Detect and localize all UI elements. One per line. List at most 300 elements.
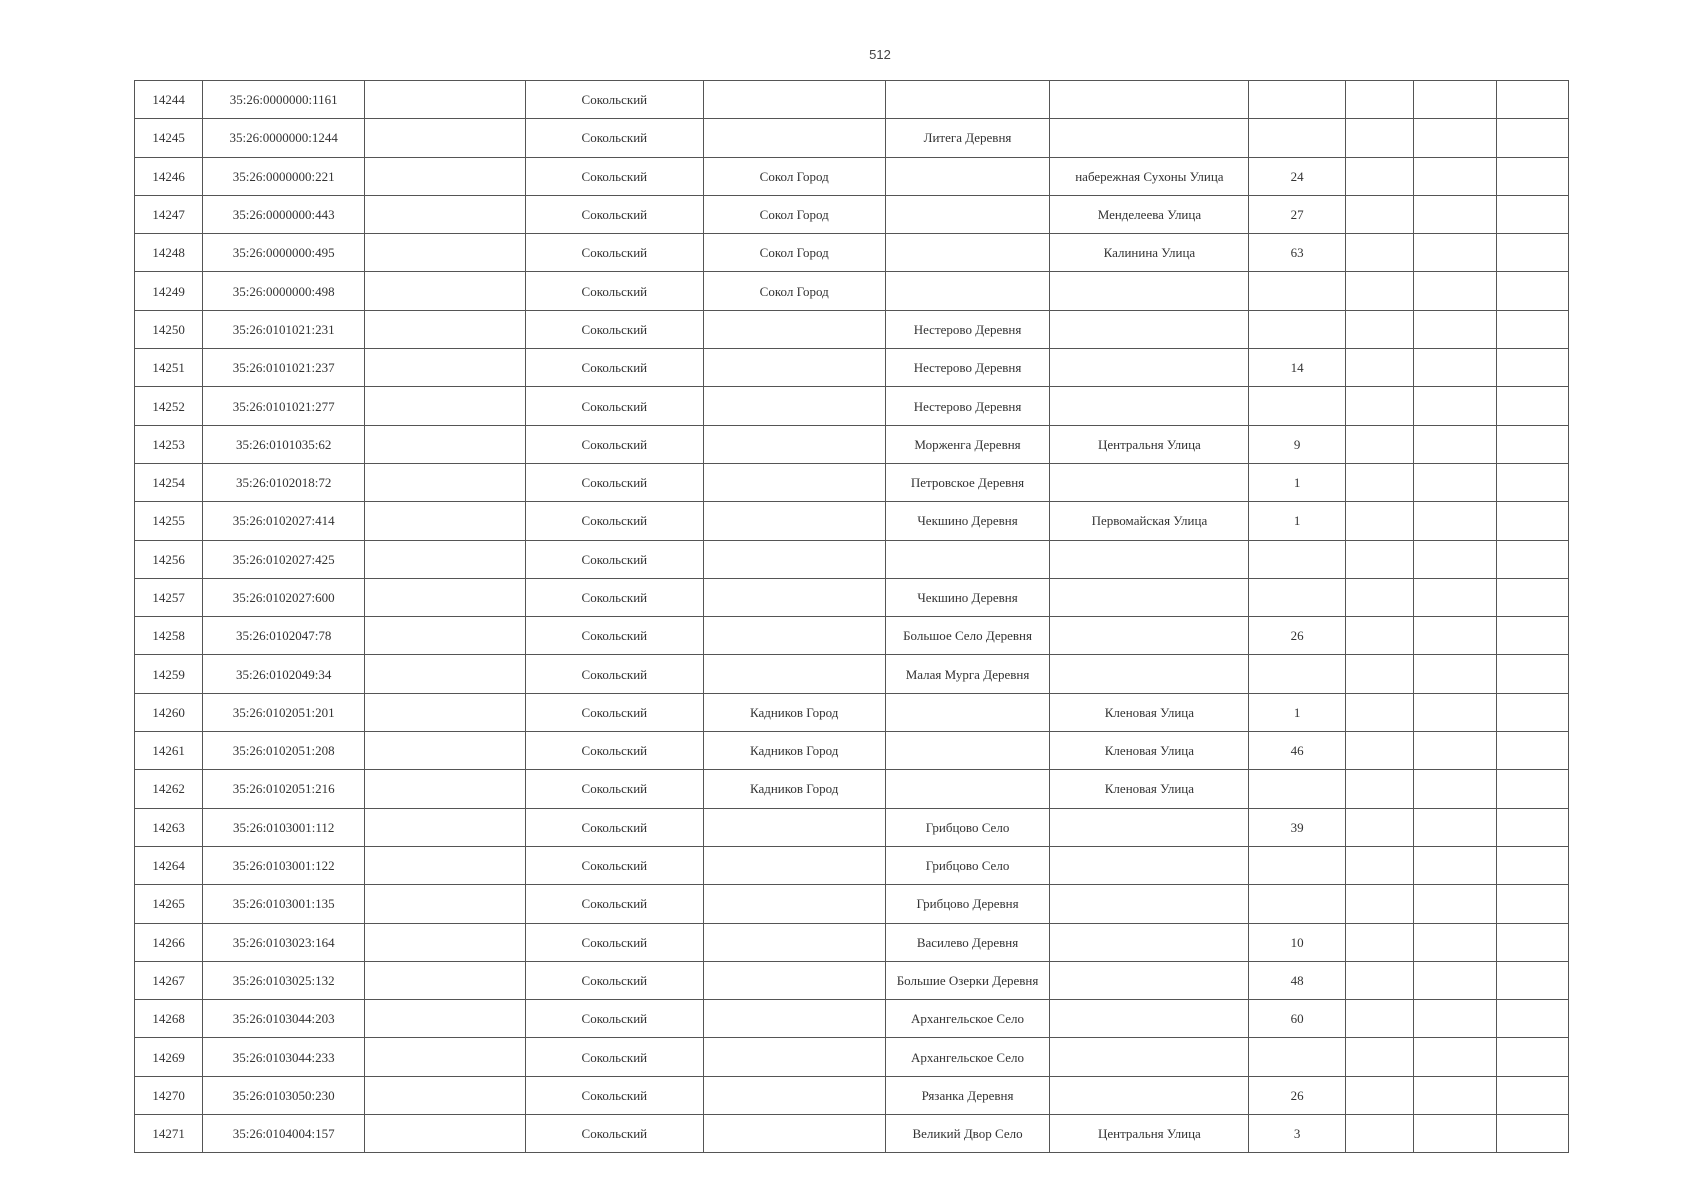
table-row <box>135 234 1569 272</box>
street-cell <box>1050 885 1249 923</box>
settlement-cell: Нестерово Деревня <box>885 387 1050 425</box>
record-number-cell: 14254 <box>135 463 203 501</box>
house-number-cell: 26 <box>1249 617 1345 655</box>
cadastral-number-cell: 35:26:0104004:157 <box>203 1115 365 1153</box>
district-cell: Сокольский <box>525 463 703 501</box>
district-cell: Сокольский <box>525 808 703 846</box>
house-number-cell <box>1249 119 1345 157</box>
street-cell <box>1050 1000 1249 1038</box>
blank-cell-10 <box>1414 770 1496 808</box>
street-cell: Менделеева Улица <box>1050 195 1249 233</box>
blank-cell-3 <box>365 1076 526 1114</box>
blank-cell-3 <box>365 923 526 961</box>
settlement-cell <box>885 234 1050 272</box>
table-row <box>135 81 1569 119</box>
house-number-cell: 48 <box>1249 961 1345 999</box>
record-number-cell: 14267 <box>135 961 203 999</box>
cadastral-number-cell: 35:26:0103044:233 <box>203 1038 365 1076</box>
settlement-cell <box>885 540 1050 578</box>
blank-cell-11 <box>1496 310 1568 348</box>
cadastral-number-cell: 35:26:0103001:112 <box>203 808 365 846</box>
blank-cell-11 <box>1496 808 1568 846</box>
table-row <box>135 272 1569 310</box>
city-cell <box>703 463 885 501</box>
cadastral-number-cell: 35:26:0102051:216 <box>203 770 365 808</box>
blank-cell-9 <box>1345 234 1413 272</box>
district-cell: Сокольский <box>525 195 703 233</box>
table-row <box>135 885 1569 923</box>
house-number-cell <box>1249 1038 1345 1076</box>
registry-body <box>135 81 1569 1153</box>
district-cell: Сокольский <box>525 923 703 961</box>
city-cell <box>703 846 885 884</box>
settlement-cell: Большие Озерки Деревня <box>885 961 1050 999</box>
blank-cell-10 <box>1414 578 1496 616</box>
settlement-cell <box>885 272 1050 310</box>
table-row <box>135 425 1569 463</box>
settlement-cell: Архангельское Село <box>885 1038 1050 1076</box>
table-row <box>135 195 1569 233</box>
page-number: 512 <box>869 47 891 62</box>
house-number-cell: 60 <box>1249 1000 1345 1038</box>
blank-cell-11 <box>1496 617 1568 655</box>
blank-cell-3 <box>365 119 526 157</box>
blank-cell-11 <box>1496 463 1568 501</box>
table-row <box>135 961 1569 999</box>
blank-cell-9 <box>1345 732 1413 770</box>
table-row <box>135 1115 1569 1153</box>
blank-cell-3 <box>365 693 526 731</box>
table-row <box>135 349 1569 387</box>
blank-cell-11 <box>1496 770 1568 808</box>
blank-cell-10 <box>1414 1000 1496 1038</box>
blank-cell-11 <box>1496 81 1568 119</box>
record-number-cell: 14245 <box>135 119 203 157</box>
table-row <box>135 157 1569 195</box>
registry-table <box>134 80 1569 1153</box>
blank-cell-10 <box>1414 81 1496 119</box>
settlement-cell: Большое Село Деревня <box>885 617 1050 655</box>
settlement-cell: Чекшино Деревня <box>885 502 1050 540</box>
record-number-cell: 14265 <box>135 885 203 923</box>
settlement-cell <box>885 732 1050 770</box>
cadastral-number-cell: 35:26:0103023:164 <box>203 923 365 961</box>
blank-cell-10 <box>1414 310 1496 348</box>
district-cell: Сокольский <box>525 157 703 195</box>
blank-cell-10 <box>1414 195 1496 233</box>
house-number-cell: 1 <box>1249 693 1345 731</box>
cadastral-number-cell: 35:26:0000000:1244 <box>203 119 365 157</box>
city-cell <box>703 425 885 463</box>
blank-cell-9 <box>1345 387 1413 425</box>
blank-cell-11 <box>1496 655 1568 693</box>
record-number-cell: 14263 <box>135 808 203 846</box>
record-number-cell: 14264 <box>135 846 203 884</box>
district-cell: Сокольский <box>525 349 703 387</box>
street-cell <box>1050 387 1249 425</box>
blank-cell-9 <box>1345 1000 1413 1038</box>
cadastral-number-cell: 35:26:0000000:495 <box>203 234 365 272</box>
blank-cell-10 <box>1414 234 1496 272</box>
record-number-cell: 14247 <box>135 195 203 233</box>
record-number-cell: 14255 <box>135 502 203 540</box>
settlement-cell: Морженга Деревня <box>885 425 1050 463</box>
city-cell <box>703 808 885 846</box>
house-number-cell: 1 <box>1249 502 1345 540</box>
settlement-cell: Великий Двор Село <box>885 1115 1050 1153</box>
street-cell <box>1050 961 1249 999</box>
district-cell: Сокольский <box>525 655 703 693</box>
blank-cell-10 <box>1414 1115 1496 1153</box>
city-cell <box>703 1076 885 1114</box>
record-number-cell: 14252 <box>135 387 203 425</box>
street-cell <box>1050 349 1249 387</box>
blank-cell-9 <box>1345 272 1413 310</box>
blank-cell-3 <box>365 272 526 310</box>
blank-cell-3 <box>365 1000 526 1038</box>
blank-cell-10 <box>1414 540 1496 578</box>
house-number-cell: 10 <box>1249 923 1345 961</box>
record-number-cell: 14271 <box>135 1115 203 1153</box>
blank-cell-3 <box>365 234 526 272</box>
cadastral-number-cell: 35:26:0102049:34 <box>203 655 365 693</box>
cadastral-number-cell: 35:26:0102027:600 <box>203 578 365 616</box>
table-row <box>135 310 1569 348</box>
house-number-cell: 27 <box>1249 195 1345 233</box>
table-row <box>135 502 1569 540</box>
blank-cell-3 <box>365 770 526 808</box>
blank-cell-9 <box>1345 463 1413 501</box>
blank-cell-10 <box>1414 846 1496 884</box>
record-number-cell: 14261 <box>135 732 203 770</box>
settlement-cell: Литега Деревня <box>885 119 1050 157</box>
settlement-cell <box>885 693 1050 731</box>
cadastral-number-cell: 35:26:0102018:72 <box>203 463 365 501</box>
street-cell <box>1050 617 1249 655</box>
table-row <box>135 808 1569 846</box>
table-row <box>135 655 1569 693</box>
district-cell: Сокольский <box>525 1076 703 1114</box>
blank-cell-11 <box>1496 1038 1568 1076</box>
blank-cell-11 <box>1496 961 1568 999</box>
cadastral-number-cell: 35:26:0000000:221 <box>203 157 365 195</box>
blank-cell-11 <box>1496 578 1568 616</box>
blank-cell-10 <box>1414 157 1496 195</box>
city-cell <box>703 1000 885 1038</box>
settlement-cell <box>885 81 1050 119</box>
settlement-cell <box>885 157 1050 195</box>
street-cell: Первомайская Улица <box>1050 502 1249 540</box>
district-cell: Сокольский <box>525 1038 703 1076</box>
settlement-cell: Малая Мурга Деревня <box>885 655 1050 693</box>
blank-cell-9 <box>1345 349 1413 387</box>
district-cell: Сокольский <box>525 425 703 463</box>
blank-cell-3 <box>365 81 526 119</box>
cadastral-number-cell: 35:26:0000000:498 <box>203 272 365 310</box>
district-cell: Сокольский <box>525 310 703 348</box>
district-cell: Сокольский <box>525 1115 703 1153</box>
blank-cell-9 <box>1345 885 1413 923</box>
blank-cell-3 <box>365 655 526 693</box>
table-row <box>135 732 1569 770</box>
settlement-cell: Грибцово Деревня <box>885 885 1050 923</box>
record-number-cell: 14269 <box>135 1038 203 1076</box>
house-number-cell <box>1249 81 1345 119</box>
city-cell <box>703 923 885 961</box>
house-number-cell <box>1249 885 1345 923</box>
table-row <box>135 693 1569 731</box>
blank-cell-10 <box>1414 272 1496 310</box>
table-row <box>135 387 1569 425</box>
house-number-cell <box>1249 770 1345 808</box>
record-number-cell: 14258 <box>135 617 203 655</box>
house-number-cell: 26 <box>1249 1076 1345 1114</box>
settlement-cell: Грибцово Село <box>885 846 1050 884</box>
blank-cell-9 <box>1345 81 1413 119</box>
city-cell: Кадников Город <box>703 732 885 770</box>
settlement-cell: Рязанка Деревня <box>885 1076 1050 1114</box>
blank-cell-3 <box>365 961 526 999</box>
table-row <box>135 923 1569 961</box>
blank-cell-11 <box>1496 693 1568 731</box>
blank-cell-3 <box>365 885 526 923</box>
blank-cell-10 <box>1414 349 1496 387</box>
house-number-cell <box>1249 846 1345 884</box>
blank-cell-9 <box>1345 1076 1413 1114</box>
city-cell <box>703 655 885 693</box>
street-cell <box>1050 923 1249 961</box>
blank-cell-10 <box>1414 1038 1496 1076</box>
cadastral-number-cell: 35:26:0102027:425 <box>203 540 365 578</box>
city-cell <box>703 119 885 157</box>
table-row <box>135 119 1569 157</box>
city-cell: Сокол Город <box>703 157 885 195</box>
city-cell <box>703 1115 885 1153</box>
house-number-cell: 3 <box>1249 1115 1345 1153</box>
record-number-cell: 14244 <box>135 81 203 119</box>
record-number-cell: 14253 <box>135 425 203 463</box>
record-number-cell: 14259 <box>135 655 203 693</box>
blank-cell-3 <box>365 310 526 348</box>
district-cell: Сокольский <box>525 272 703 310</box>
district-cell: Сокольский <box>525 1000 703 1038</box>
city-cell <box>703 617 885 655</box>
street-cell <box>1050 846 1249 884</box>
cadastral-number-cell: 35:26:0101021:231 <box>203 310 365 348</box>
blank-cell-3 <box>365 1038 526 1076</box>
street-cell: Кленовая Улица <box>1050 770 1249 808</box>
city-cell <box>703 961 885 999</box>
cadastral-number-cell: 35:26:0101035:62 <box>203 425 365 463</box>
city-cell <box>703 885 885 923</box>
city-cell: Кадников Город <box>703 770 885 808</box>
record-number-cell: 14266 <box>135 923 203 961</box>
house-number-cell <box>1249 272 1345 310</box>
district-cell: Сокольский <box>525 846 703 884</box>
blank-cell-11 <box>1496 732 1568 770</box>
table-row <box>135 463 1569 501</box>
city-cell: Сокол Город <box>703 272 885 310</box>
city-cell <box>703 1038 885 1076</box>
blank-cell-11 <box>1496 885 1568 923</box>
house-number-cell: 63 <box>1249 234 1345 272</box>
street-cell: Кленовая Улица <box>1050 732 1249 770</box>
house-number-cell: 46 <box>1249 732 1345 770</box>
record-number-cell: 14257 <box>135 578 203 616</box>
street-cell <box>1050 1076 1249 1114</box>
record-number-cell: 14270 <box>135 1076 203 1114</box>
street-cell <box>1050 272 1249 310</box>
table-row <box>135 540 1569 578</box>
settlement-cell: Нестерово Деревня <box>885 310 1050 348</box>
blank-cell-10 <box>1414 808 1496 846</box>
table-row <box>135 578 1569 616</box>
city-cell <box>703 502 885 540</box>
city-cell <box>703 540 885 578</box>
house-number-cell <box>1249 387 1345 425</box>
cadastral-number-cell: 35:26:0103001:122 <box>203 846 365 884</box>
blank-cell-9 <box>1345 502 1413 540</box>
record-number-cell: 14248 <box>135 234 203 272</box>
blank-cell-9 <box>1345 578 1413 616</box>
district-cell: Сокольский <box>525 961 703 999</box>
district-cell: Сокольский <box>525 578 703 616</box>
street-cell <box>1050 540 1249 578</box>
table-row <box>135 617 1569 655</box>
street-cell <box>1050 81 1249 119</box>
house-number-cell: 39 <box>1249 808 1345 846</box>
cadastral-number-cell: 35:26:0101021:277 <box>203 387 365 425</box>
record-number-cell: 14249 <box>135 272 203 310</box>
blank-cell-11 <box>1496 195 1568 233</box>
house-number-cell: 14 <box>1249 349 1345 387</box>
blank-cell-9 <box>1345 961 1413 999</box>
district-cell: Сокольский <box>525 502 703 540</box>
table-row <box>135 1000 1569 1038</box>
blank-cell-9 <box>1345 846 1413 884</box>
street-cell: Центральня Улица <box>1050 1115 1249 1153</box>
city-cell <box>703 310 885 348</box>
district-cell: Сокольский <box>525 732 703 770</box>
city-cell: Кадников Город <box>703 693 885 731</box>
blank-cell-11 <box>1496 923 1568 961</box>
record-number-cell: 14246 <box>135 157 203 195</box>
blank-cell-3 <box>365 578 526 616</box>
blank-cell-3 <box>365 502 526 540</box>
blank-cell-11 <box>1496 157 1568 195</box>
street-cell: Центральня Улица <box>1050 425 1249 463</box>
cadastral-number-cell: 35:26:0000000:1161 <box>203 81 365 119</box>
street-cell <box>1050 463 1249 501</box>
blank-cell-9 <box>1345 425 1413 463</box>
cadastral-number-cell: 35:26:0101021:237 <box>203 349 365 387</box>
cadastral-number-cell: 35:26:0103044:203 <box>203 1000 365 1038</box>
blank-cell-9 <box>1345 310 1413 348</box>
district-cell: Сокольский <box>525 119 703 157</box>
settlement-cell: Петровское Деревня <box>885 463 1050 501</box>
settlement-cell: Василево Деревня <box>885 923 1050 961</box>
street-cell <box>1050 808 1249 846</box>
blank-cell-11 <box>1496 1000 1568 1038</box>
blank-cell-9 <box>1345 1038 1413 1076</box>
street-cell: Калинина Улица <box>1050 234 1249 272</box>
blank-cell-11 <box>1496 425 1568 463</box>
district-cell: Сокольский <box>525 885 703 923</box>
blank-cell-11 <box>1496 1076 1568 1114</box>
blank-cell-10 <box>1414 425 1496 463</box>
blank-cell-9 <box>1345 540 1413 578</box>
blank-cell-11 <box>1496 846 1568 884</box>
street-cell: набережная Сухоны Улица <box>1050 157 1249 195</box>
blank-cell-3 <box>365 846 526 884</box>
blank-cell-10 <box>1414 885 1496 923</box>
blank-cell-11 <box>1496 387 1568 425</box>
blank-cell-10 <box>1414 1076 1496 1114</box>
district-cell: Сокольский <box>525 81 703 119</box>
cadastral-number-cell: 35:26:0102051:208 <box>203 732 365 770</box>
street-cell <box>1050 310 1249 348</box>
blank-cell-10 <box>1414 502 1496 540</box>
blank-cell-11 <box>1496 540 1568 578</box>
cadastral-number-cell: 35:26:0102047:78 <box>203 617 365 655</box>
city-cell: Сокол Город <box>703 195 885 233</box>
cadastral-number-cell: 35:26:0102051:201 <box>203 693 365 731</box>
blank-cell-11 <box>1496 234 1568 272</box>
record-number-cell: 14268 <box>135 1000 203 1038</box>
blank-cell-3 <box>365 808 526 846</box>
blank-cell-3 <box>365 157 526 195</box>
blank-cell-3 <box>365 425 526 463</box>
district-cell: Сокольский <box>525 693 703 731</box>
table-row <box>135 1038 1569 1076</box>
city-cell <box>703 349 885 387</box>
street-cell <box>1050 119 1249 157</box>
blank-cell-3 <box>365 463 526 501</box>
settlement-cell: Нестерово Деревня <box>885 349 1050 387</box>
house-number-cell: 9 <box>1249 425 1345 463</box>
table-row <box>135 846 1569 884</box>
street-cell <box>1050 1038 1249 1076</box>
blank-cell-10 <box>1414 617 1496 655</box>
blank-cell-11 <box>1496 119 1568 157</box>
blank-cell-9 <box>1345 617 1413 655</box>
blank-cell-9 <box>1345 119 1413 157</box>
cadastral-number-cell: 35:26:0000000:443 <box>203 195 365 233</box>
blank-cell-11 <box>1496 502 1568 540</box>
record-number-cell: 14260 <box>135 693 203 731</box>
record-number-cell: 14250 <box>135 310 203 348</box>
blank-cell-9 <box>1345 195 1413 233</box>
settlement-cell: Архангельское Село <box>885 1000 1050 1038</box>
house-number-cell <box>1249 310 1345 348</box>
blank-cell-9 <box>1345 1115 1413 1153</box>
settlement-cell <box>885 770 1050 808</box>
blank-cell-9 <box>1345 808 1413 846</box>
blank-cell-3 <box>365 540 526 578</box>
blank-cell-10 <box>1414 961 1496 999</box>
blank-cell-3 <box>365 732 526 770</box>
blank-cell-11 <box>1496 272 1568 310</box>
record-number-cell: 14256 <box>135 540 203 578</box>
district-cell: Сокольский <box>525 540 703 578</box>
cadastral-number-cell: 35:26:0103050:230 <box>203 1076 365 1114</box>
street-cell <box>1050 578 1249 616</box>
table-row <box>135 1076 1569 1114</box>
house-number-cell: 1 <box>1249 463 1345 501</box>
blank-cell-3 <box>365 617 526 655</box>
blank-cell-10 <box>1414 655 1496 693</box>
blank-cell-9 <box>1345 157 1413 195</box>
